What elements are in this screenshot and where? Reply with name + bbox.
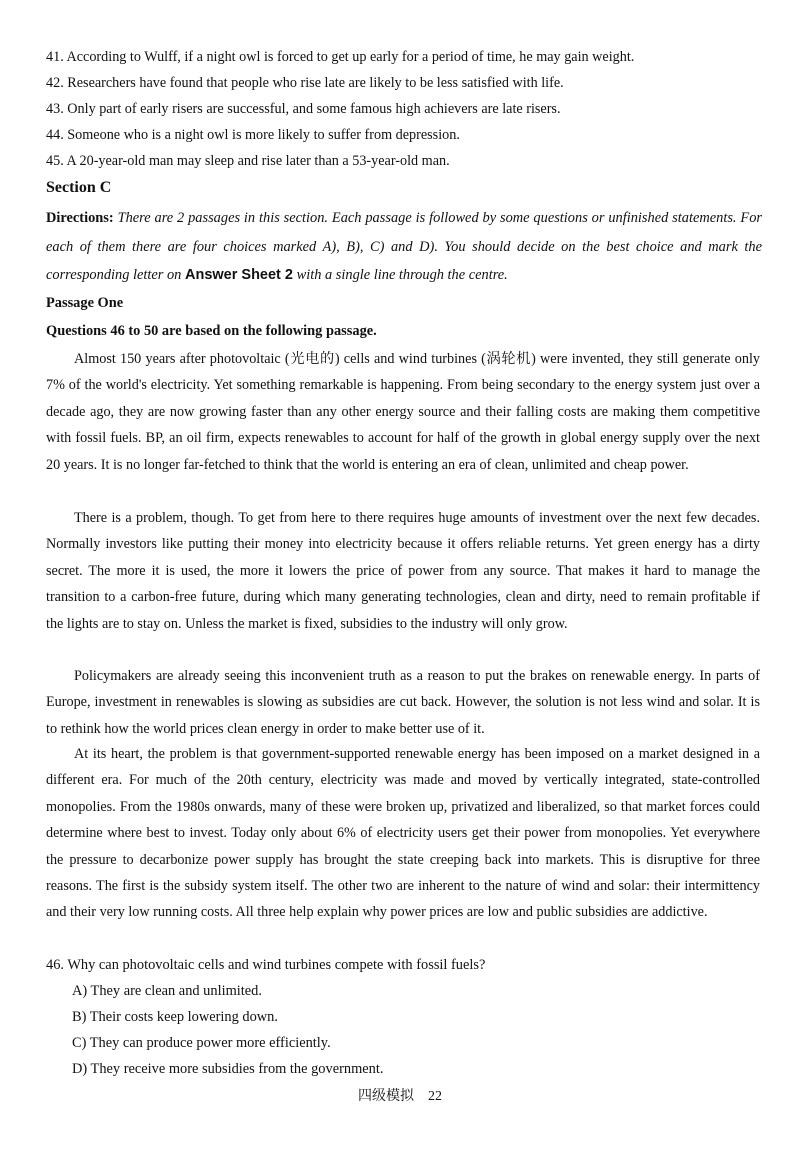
statement-44: 44. Someone who is a night owl is more likely to suffer from depression. — [46, 127, 460, 143]
statement-42: 42. Researchers have found that people who rise late are likely to be less satisfied with life. — [46, 75, 564, 91]
questions-intro: Questions 46 to 50 are based on the following passage. — [46, 323, 377, 339]
passage-paragraph-4: At its heart, the problem is that government-supported renewable energy has been imposed on a market designed in a different era. For much of the 20th century, electricity was made and moved by vertically integrated, state-controlled monopolies. From the 1980s onwards, many of these were broken up, privatized and liberalized, so that market forces could determine where best to invest. Today only about 6% of electricity users get their power from monopolies. Yet everywhere the pressure to decarbonize power supply has brought the state creeping back into markets. This is disruptive for three reasons. The first is the subsidy system itself. The other two are inherent to the nature of wind and solar: their intermittency and their very low running costs. All three help explain why power prices are low and public subsidies are addictive. — [46, 746, 760, 921]
page-footer — [0, 1085, 800, 1105]
option-c: C) They can produce power more efficiently. — [72, 1035, 331, 1051]
question-46: 46. Why can photovoltaic cells and wind turbines compete with fossil fuels? — [46, 957, 486, 973]
option-a: A) They are clean and unlimited. — [72, 983, 262, 999]
footer-label: 四级模拟 — [358, 1089, 414, 1104]
passage-title: Passage One — [46, 295, 124, 311]
page-number: 22 — [428, 1089, 442, 1104]
passage-paragraph-1: Almost 150 years after photovoltaic (光电的) cells and wind turbines (涡轮机) were invented, they still generate only 7% of the world's electricity. Yet something remarkable is happening. From being secondary to the energy system just over a decade ago, they are now growing faster than any other energy source and their falling costs are making them competitive with fossil fuels. BP, an oil firm, expects renewables to account for half of the growth in global energy supply over the next 20 years. It is no longer far-fetched to think that the world is entering an era of clean, unlimited and cheap power. — [46, 351, 760, 473]
section-title: Section C — [46, 179, 112, 196]
statement-45: 45. A 20-year-old man may sleep and rise later than a 53-year-old man. — [46, 153, 450, 169]
directions-text-end: with a single line through the centre. — [296, 267, 508, 283]
passage-paragraph-3: Policymakers are already seeing this inconvenient truth as a reason to put the brakes on renewable energy. In parts of Europe, investment in renewables is slowing as subsidies are cut back. However, the solution is not less wind and solar. It is to rethink how the world prices clean energy in order to make better use of it. — [46, 668, 760, 737]
directions — [46, 204, 762, 290]
statement-43: 43. Only part of early risers are successful, and some famous high achievers are late risers. — [46, 101, 561, 117]
option-d: D) They receive more subsidies from the government. — [72, 1061, 384, 1077]
statement-41: 41. According to Wulff, if a night owl is forced to get up early for a period of time, he may gain weight. — [46, 49, 635, 65]
option-b: B) Their costs keep lowering down. — [72, 1009, 278, 1025]
directions-label: Directions: — [46, 210, 114, 226]
answer-sheet-label: Answer Sheet 2 — [184, 267, 293, 283]
directions-text: There are 2 passages in this section. Each passage is followed by some questions or unfinished statements. For each of them there are four choices marked A), B), C) and D). You should decide on the best choice and mark the corresponding letter on — [46, 210, 762, 283]
passage-paragraph-2: There is a problem, though. To get from here to there requires huge amounts of investment over the next few decades. Normally investors like putting their money into electricity because it offers reliable returns. Yet green energy has a dirty secret. The more it is used, the more it lowers the price of power from any source. That makes it hard to manage the transition to a carbon-free future, during which many generating technologies, clean and dirty, need to remain profitable if the lights are to stay on. Unless the market is fixed, subsidies to the industry will only grow. — [46, 510, 760, 632]
